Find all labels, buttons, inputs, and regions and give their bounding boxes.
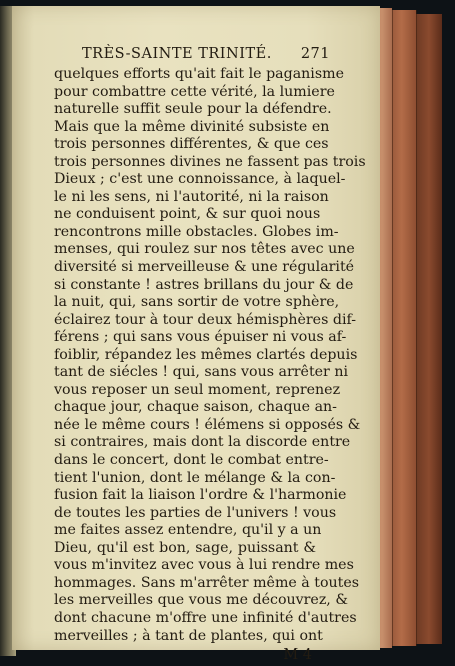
text-line: fusion fait la liaison l'ordre & l'harmonie bbox=[54, 487, 347, 504]
text-line: ne conduisent point, & sur quoi nous bbox=[54, 206, 321, 223]
text-line: quelques efforts qu'ait fait le paganisme bbox=[54, 66, 344, 82]
text-line: Dieu, qu'il est bon, sage, puissant & bbox=[54, 539, 316, 556]
text-line: Mais que la même divinité subsiste en bbox=[54, 118, 330, 135]
page-number: 271 bbox=[300, 46, 330, 62]
text-line: trois personnes différentes, & que ces bbox=[54, 136, 329, 153]
signature-mark: M 4 bbox=[283, 647, 312, 664]
book-cover-edge bbox=[392, 10, 416, 646]
body-text bbox=[54, 66, 366, 645]
text-line: née le même cours ! élémens si opposés & bbox=[54, 416, 361, 433]
text-line: tient l'union, dont le mélange & la con- bbox=[54, 469, 336, 486]
book-spine bbox=[416, 14, 442, 644]
edge-line bbox=[392, 10, 393, 646]
text-line: merveilles ; à tant de plantes, qui ont bbox=[54, 627, 323, 644]
text-line: me faites assez entendre, qu'il y a un bbox=[54, 522, 322, 539]
text-line: dans le concert, dont le combat entre- bbox=[54, 452, 329, 469]
text-line: éclairez tour à tour deux hémisphères dif- bbox=[54, 311, 357, 328]
text-line: diversité si merveilleuse & une régularité bbox=[54, 259, 355, 276]
running-head bbox=[82, 46, 330, 66]
running-title: TRÈS-SAINTE TRINITÉ. bbox=[82, 46, 272, 62]
text-line: rencontrons mille obstacles. Globes im- bbox=[54, 223, 339, 240]
text-line: foiblir, répandez les mêmes clartés depuis bbox=[54, 346, 358, 363]
text-line: le ni les sens, ni l'autorité, ni la raison bbox=[54, 188, 329, 205]
text-line: si contraires, mais dont la discorde entre bbox=[54, 434, 351, 451]
text-line: chaque jour, chaque saison, chaque an- bbox=[54, 399, 337, 416]
text-line: dont chacune m'offre une infinité d'autres bbox=[54, 609, 357, 626]
text-line: les merveilles que vous me découvrez, & bbox=[54, 592, 348, 609]
edge-line bbox=[416, 10, 417, 646]
text-line: menses, qui roulez sur nos têtes avec une bbox=[54, 241, 355, 258]
text-line: de toutes les parties de l'univers ! vous bbox=[54, 504, 337, 521]
text-line: hommages. Sans m'arrêter même à toutes bbox=[54, 574, 360, 591]
text-line: vous reposer un seul moment, reprenez bbox=[54, 381, 341, 398]
text-line: tant de siécles ! qui, sans vous arrêter ni bbox=[54, 364, 349, 381]
text-line: la nuit, qui, sans sortir de votre sphère, bbox=[54, 294, 340, 311]
text-line: vous m'invitez avec vous à lui rendre mes bbox=[54, 557, 354, 574]
text-line: Dieux ; c'est une connoissance, à laquel- bbox=[54, 171, 346, 188]
text-line: si constante ! astres brillans du jour & de bbox=[54, 276, 354, 293]
text-line: trois personnes divines ne fassent pas trois bbox=[54, 153, 366, 170]
text-line: férens ; qui sans vous épuiser ni vous af- bbox=[54, 329, 347, 346]
text-line: naturelle suffit seule pour la défendre. bbox=[54, 101, 332, 118]
text-line: pour combattre cette vérité, la lumiere bbox=[54, 83, 335, 100]
page-text bbox=[54, 46, 366, 665]
